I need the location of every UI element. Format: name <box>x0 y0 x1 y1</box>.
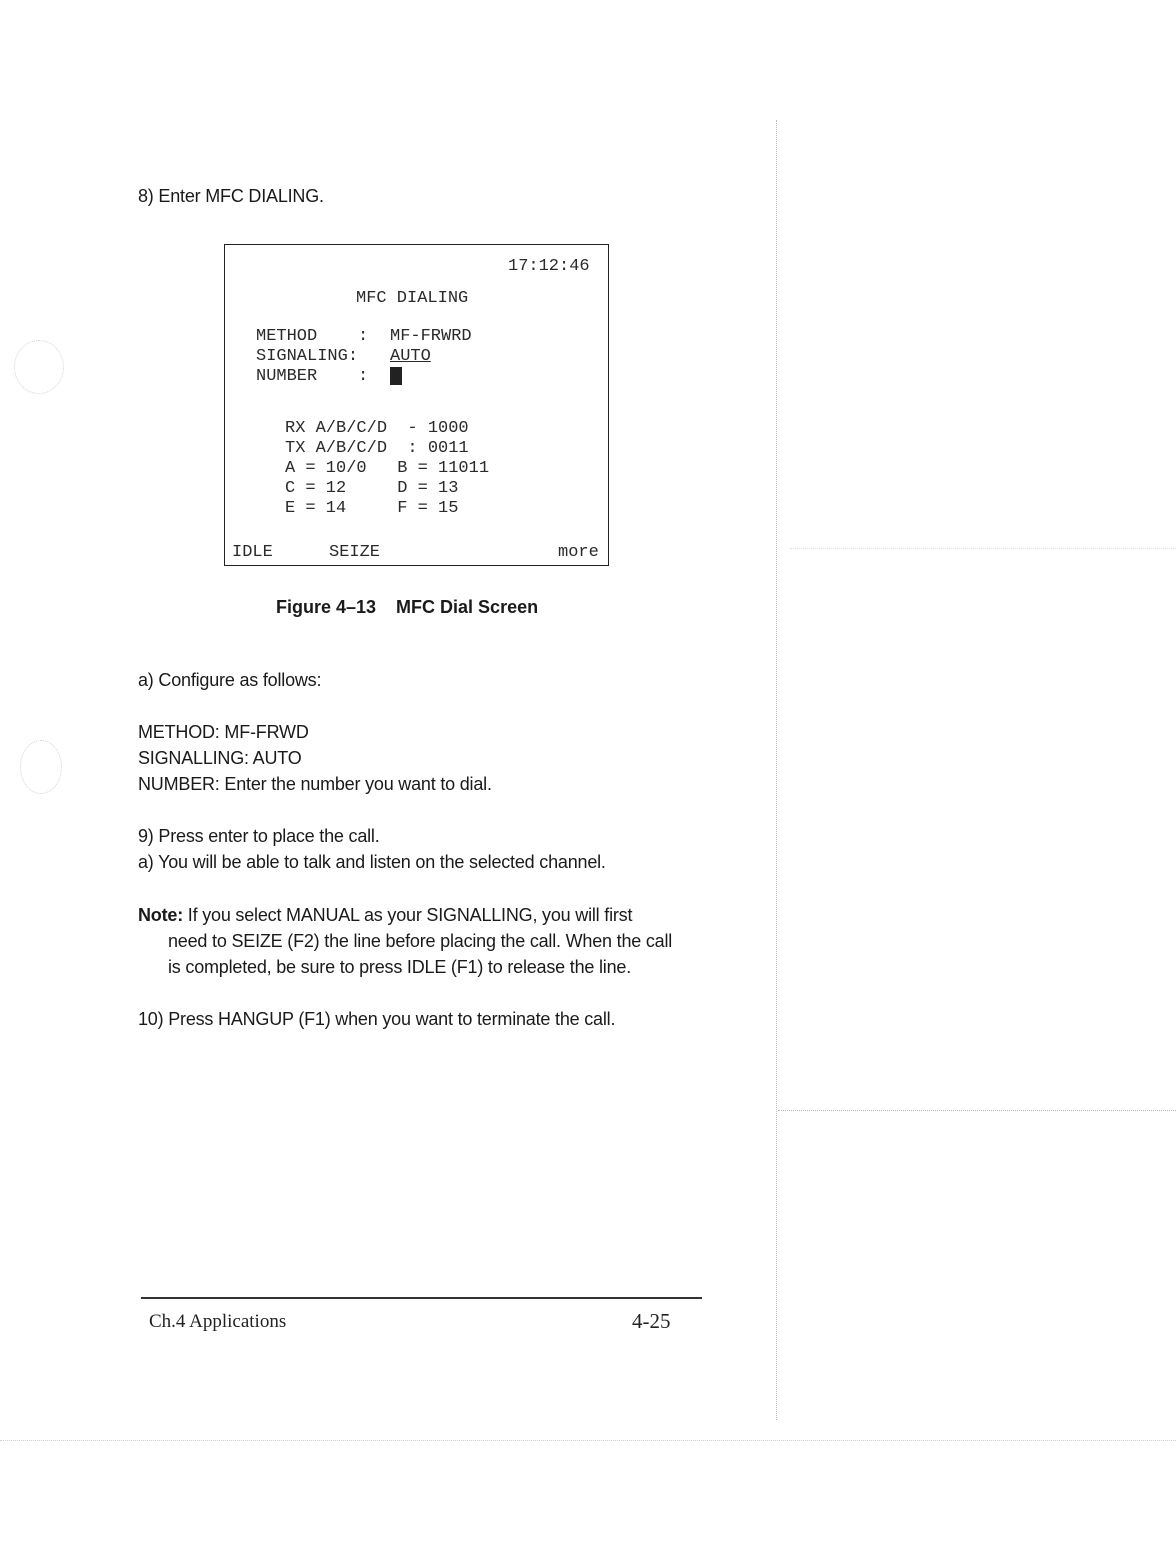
ab-values-line: A = 10/0 B = 11011 <box>285 459 490 478</box>
mfc-dial-screen-figure <box>224 244 609 566</box>
ef-values-line: E = 14 F = 15 <box>285 499 459 518</box>
punch-hole-mark <box>14 340 64 394</box>
margin-rule-vertical <box>776 120 777 1420</box>
softkey-more: more <box>558 543 599 562</box>
text-cursor <box>390 367 402 385</box>
softkey-idle: IDLE <box>232 543 273 562</box>
screen-time: 17:12:46 <box>508 257 590 276</box>
method-value: MF-FRWRD <box>390 327 472 346</box>
step-9a-text: a) You will be able to talk and listen on the selected channel. <box>138 852 606 872</box>
config-number: NUMBER: Enter the number you want to dial. <box>138 774 492 794</box>
screen-title: MFC DIALING <box>356 289 469 308</box>
number-field <box>390 367 402 389</box>
config-method: METHOD: MF-FRWD <box>138 722 309 742</box>
page-bottom-rule <box>0 1440 1176 1441</box>
signaling-value: AUTO <box>390 347 431 366</box>
config-signalling: SIGNALLING: AUTO <box>138 748 302 768</box>
rx-abcd-line: RX A/B/C/D - 1000 <box>285 419 469 438</box>
footer-page-number: 4-25 <box>632 1309 671 1333</box>
punch-hole-mark <box>20 740 62 794</box>
margin-rule-horizontal <box>778 1110 1176 1111</box>
number-label: NUMBER : <box>256 367 369 386</box>
note-label: Note: <box>138 905 183 925</box>
footer-rule <box>141 1297 702 1299</box>
method-label: METHOD : <box>256 327 369 346</box>
figure-caption: Figure 4–13 MFC Dial Screen <box>276 597 539 617</box>
configure-text: a) Configure as follows: <box>138 670 322 690</box>
step-10-text: 10) Press HANGUP (F1) when you want to terminate the call. <box>138 1009 616 1029</box>
note-line-1: If you select MANUAL as your SIGNALLING, you will first <box>183 905 633 925</box>
note-line-2: need to SEIZE (F2) the line before placing the call. When the call <box>168 931 673 951</box>
softkey-seize: SEIZE <box>329 543 381 562</box>
cd-values-line: C = 12 D = 13 <box>285 479 459 498</box>
step-9-text: 9) Press enter to place the call. <box>138 826 380 846</box>
footer-chapter: Ch.4 Applications <box>149 1311 287 1332</box>
margin-rule-dotted <box>790 548 1176 549</box>
signaling-label: SIGNALING: <box>256 347 359 366</box>
tx-abcd-line: TX A/B/C/D : 0011 <box>285 439 469 458</box>
note-paragraph <box>138 905 632 926</box>
note-line-3: is completed, be sure to press IDLE (F1) to release the line. <box>168 957 632 977</box>
step-8-text: 8) Enter MFC DIALING. <box>138 186 324 206</box>
